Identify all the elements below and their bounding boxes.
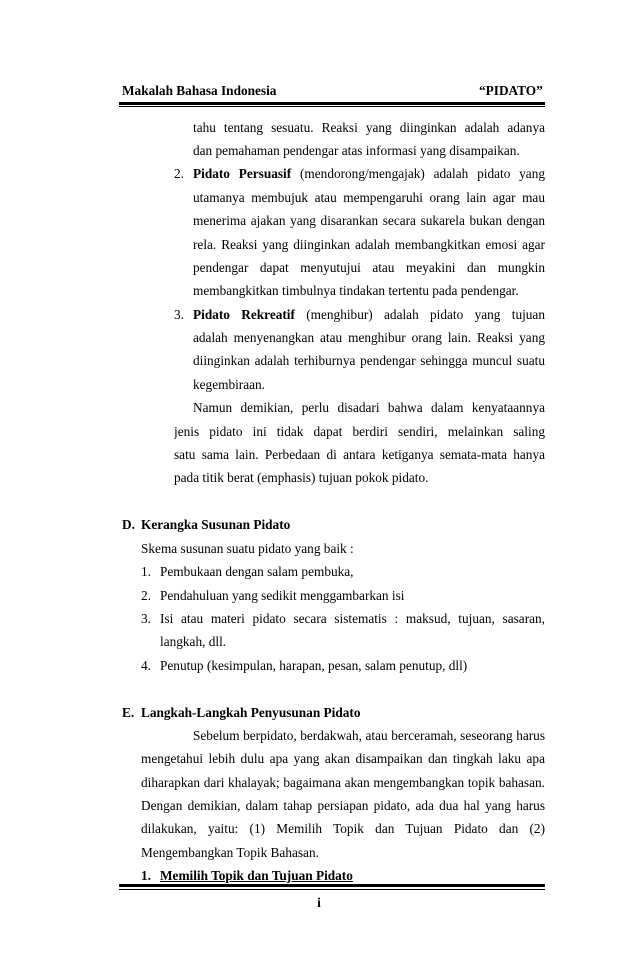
list-item-continuation: langkah, dll. (160, 634, 227, 649)
text-line: menerima ajakan yang disarankan secara sukarela bukan dengan (193, 213, 545, 228)
paragraph-line: jenis pidato ini tidak dapat berdiri sendiri, melainkan saling (174, 424, 545, 439)
paragraph-line: satu sama lain. Perbedaan di antara ketiganya semata-mata hanya (174, 447, 545, 462)
text-line: diinginkan adalah terhiburnya pendengar sehingga muncul suatu (193, 353, 545, 368)
text-line: rela. Reaksi yang diinginkan adalah membangkitkan emosi agar (193, 237, 545, 252)
footer-rule-thick (119, 884, 545, 887)
footer-rule-thin (119, 889, 545, 890)
paragraph-line: pada titik berat (emphasis) tujuan pokok pidato. (174, 470, 429, 485)
text-line: utamanya membujuk atau mempengaruhi orang lain agar mau (193, 190, 545, 205)
section-d-heading: Kerangka Susunan Pidato (141, 517, 291, 532)
page-number: i (317, 895, 321, 910)
list-item: Pembukaan dengan salam pembuka, (160, 564, 354, 579)
paragraph-line: Mengembangkan Topik Bahasan. (141, 845, 319, 860)
list-item: Isi atau materi pidato secara sistematis : maksud, tujuan, sasaran, (160, 611, 545, 626)
list-item-first-line (193, 165, 545, 183)
text-line: adalah menyenangkan atau menghibur orang lain. Reaksi yang (193, 330, 545, 345)
list-number: 3. (141, 611, 151, 626)
paragraph-line: Dengan demikian, dalam tahap persiapan pidato, ada dua hal yang harus (141, 798, 545, 813)
running-header-topic: “PIDATO” (479, 83, 543, 98)
section-d-letter: D. (122, 517, 135, 532)
list-item-first-line (193, 306, 545, 324)
header-rule-thick (119, 102, 545, 105)
header-rule-thin (119, 106, 545, 107)
text-span: (mendorong/mengajak) adalah pidato yang (299, 166, 545, 181)
paragraph-line: mengetahui lebih dulu apa yang akan disampaikan dan tingkah laku apa (141, 751, 545, 766)
text-line: membangkitkan timbulnya tindakan tertentu pada pendengar. (193, 283, 519, 298)
section-e-letter: E. (122, 705, 135, 720)
section-d-intro: Skema susunan suatu pidato yang baik : (141, 541, 354, 556)
list-number: 2. (174, 166, 184, 181)
paragraph-line: diharapkan dari khalayak; bagaimana akan mengembangkan topik bahasan. (141, 775, 545, 790)
paragraph-line: Sebelum berpidato, berdakwah, atau berceramah, seseorang harus (193, 728, 545, 743)
list-item: Pendahuluan yang sedikit menggambarkan isi (160, 588, 405, 603)
paragraph-line: dilakukan, yaitu: (1) Memilih Topik dan Tujuan Pidato dan (2) (141, 821, 545, 836)
text-line: dan pemahaman pendengar atas informasi yang disampaikan. (193, 143, 520, 158)
paragraph-line: Namun demikian, perlu disadari bahwa dalam kenyataannya (193, 400, 545, 415)
list-item: Penutup (kesimpulan, harapan, pesan, salam penutup, dll) (160, 658, 468, 673)
section-e-heading: Langkah-Langkah Penyusunan Pidato (141, 705, 361, 720)
term-pidato-rekreatif: Pidato Rekreatif (193, 307, 295, 322)
subsection-number: 1. (141, 868, 151, 883)
running-header-title: Makalah Bahasa Indonesia (122, 83, 277, 98)
text-line: tahu tentang sesuatu. Reaksi yang diinginkan adalah adanya (193, 120, 545, 135)
list-number: 2. (141, 588, 151, 603)
list-number: 3. (174, 307, 184, 322)
list-number: 1. (141, 564, 151, 579)
text-line: kegembiraan. (193, 377, 265, 392)
text-span: (menghibur) adalah pidato yang tujuan (306, 307, 545, 322)
list-number: 4. (141, 658, 151, 673)
subsection-heading: Memilih Topik dan Tujuan Pidato (160, 868, 353, 883)
term-pidato-persuasif: Pidato Persuasif (193, 166, 292, 181)
text-line: pendengar dapat menyutujui atau meyakini dan mungkin (193, 260, 545, 275)
